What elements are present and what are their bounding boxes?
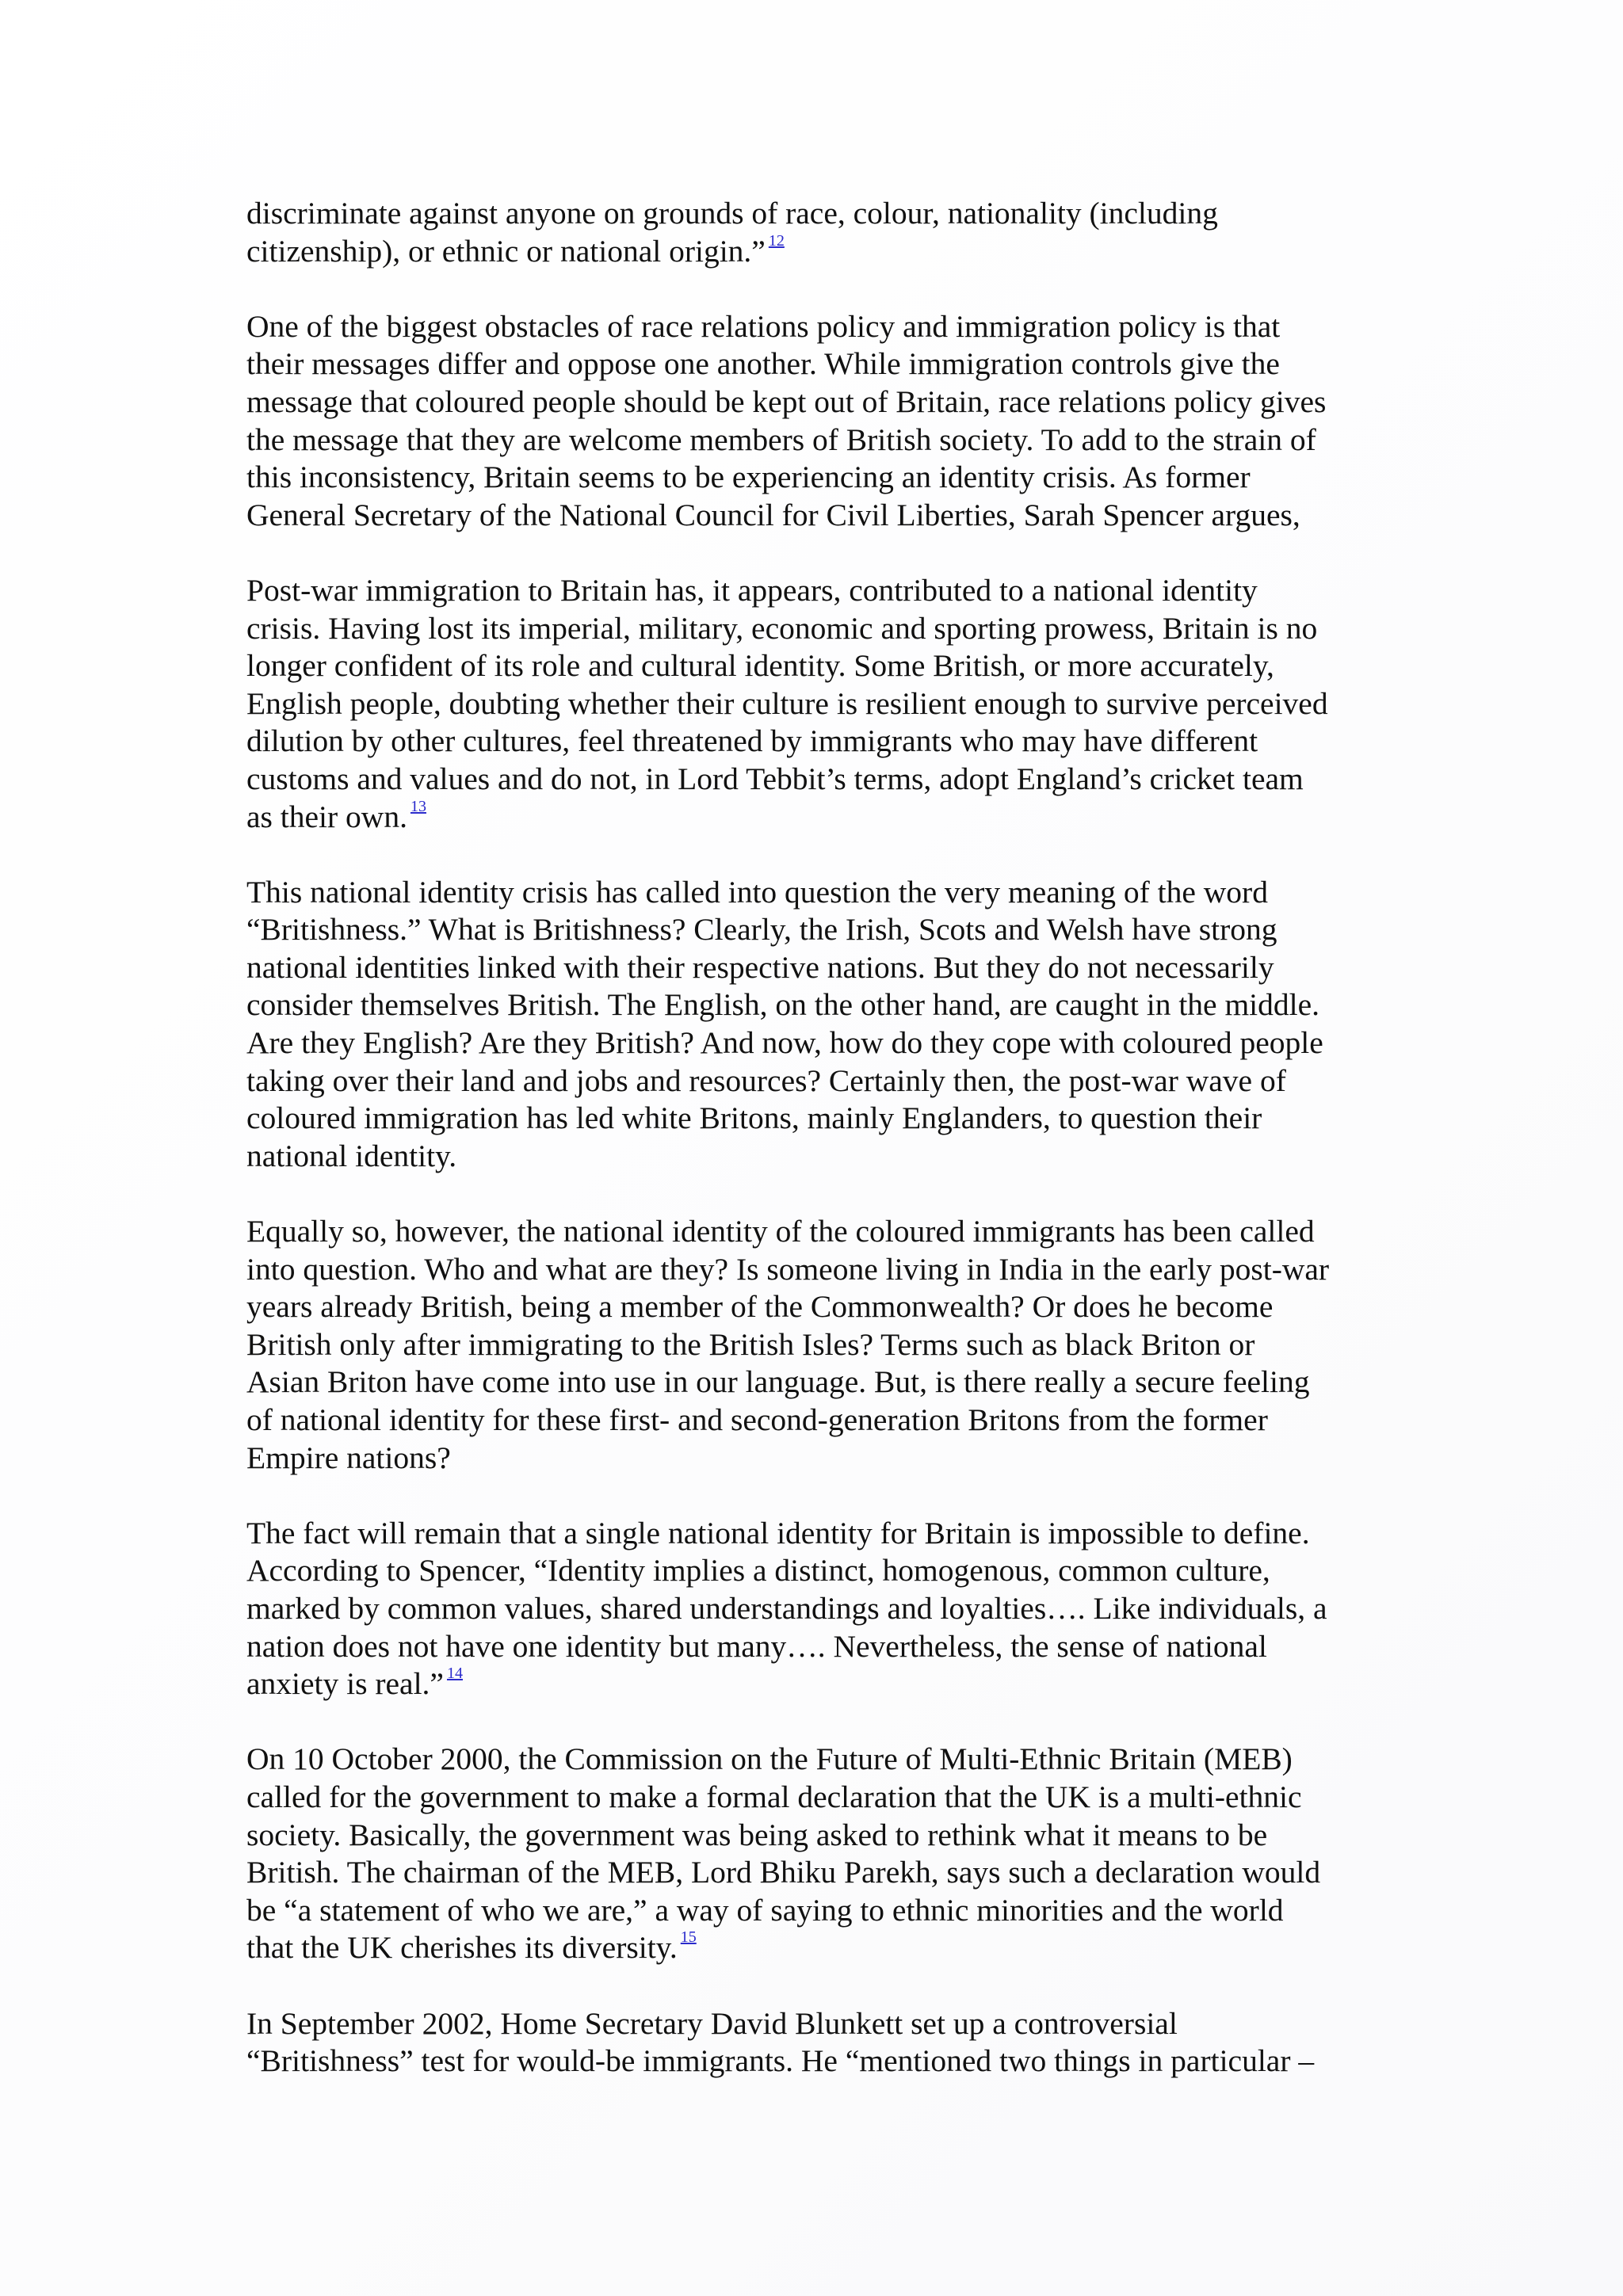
footnote-link[interactable]: 14 bbox=[446, 1665, 463, 1683]
block-quote bbox=[246, 572, 1396, 836]
paragraph-text: Post-war immigration to Britain has, it appears, contributed to a national identity crisis. Having lost its imperial, military, economic and sporting prowess, Britain is no longer confident of its role and cultural identity. Some British, or more accurately, English people, doubting whether their culture is resilient enough to survive perceived dilution by other cultures, feel threatened by immigrants who may have different customs and values and do not, in Lord Tebbit’s terms, adopt England’s cricket team as their own. bbox=[246, 572, 1328, 834]
paragraph-1 bbox=[246, 195, 1396, 270]
paragraph-text: One of the biggest obstacles of race relations policy and immigration policy is that their messages differ and oppose one another. While immigration controls give the message that coloured people should be kept out of Britain, race relations policy gives the message that they are welcome members of British society. To add to the strain of this inconsistency, Britain seems to be experiencing an identity crisis. As former General Secretary of the National Council for Civil Liberties, Sarah Spencer argues, bbox=[246, 308, 1327, 532]
footnote-link[interactable]: 15 bbox=[680, 1928, 697, 1947]
document-page bbox=[246, 195, 1396, 2118]
paragraph-6 bbox=[246, 1515, 1396, 1703]
paragraph-text: The fact will remain that a single national identity for Britain is impossible to define. According to Spencer, “Identity implies a distinct, homogenous, common culture, marked by common values, shared understandings and loyalties…. Like individuals, a nation does not have one identity but many…. Nevertheless, the sense of national anxiety is real.” bbox=[246, 1515, 1327, 1702]
paragraph-5 bbox=[246, 1213, 1396, 1477]
footnote-link[interactable]: 12 bbox=[768, 231, 785, 250]
paragraph-text: In September 2002, Home Secretary David Blunkett set up a controversial “Britishness” test for would-be immigrants. He “mentioned two things in particular – bbox=[246, 2005, 1315, 2079]
paragraph-text: discriminate against anyone on grounds of race, colour, nationality (including citizenship), or ethnic or national origin.” bbox=[246, 196, 1218, 269]
paragraph-text: This national identity crisis has called into question the very meaning of the word “Britishness.” What is Britishness? Clearly, the Irish, Scots and Welsh have strong national identities linked with their respective nations. But they do not necessarily consider themselves British. The English, on the other hand, are caught in the middle. Are they English? Are they British? And now, how do they cope with coloured people taking over their land and jobs and resources? Certainly then, the post-war wave of coloured immigration has led white Britons, mainly Englanders, to question their national identity. bbox=[246, 874, 1323, 1173]
paragraph-text: On 10 October 2000, the Commission on the Future of Multi-Ethnic Britain (MEB) called for the government to make a formal declaration that the UK is a multi-ethnic society. Basically, the government was being asked to rethink what it means to be British. The chairman of the MEB, Lord Bhiku Parekh, says such a declaration would be “a statement of who we are,” a way of saying to ethnic minorities and the world that the UK cherishes its diversity. bbox=[246, 1741, 1321, 1966]
paragraph-4 bbox=[246, 874, 1396, 1176]
paragraph-text: Equally so, however, the national identity of the coloured immigrants has been called into question. Who and what are they? Is someone living in India in the early post-war years already British, being a member of the Commonwealth? Or does he become British only after immigrating to the British Isles? Terms such as black Briton or Asian Briton have come into use in our language. But, is there really a secure feeling of national identity for these first- and second-generation Britons from the former Empire nations? bbox=[246, 1214, 1330, 1475]
paragraph-2 bbox=[246, 308, 1396, 535]
paragraph-8 bbox=[246, 2005, 1396, 2081]
paragraph-7 bbox=[246, 1741, 1396, 1967]
footnote-link[interactable]: 13 bbox=[410, 797, 426, 815]
